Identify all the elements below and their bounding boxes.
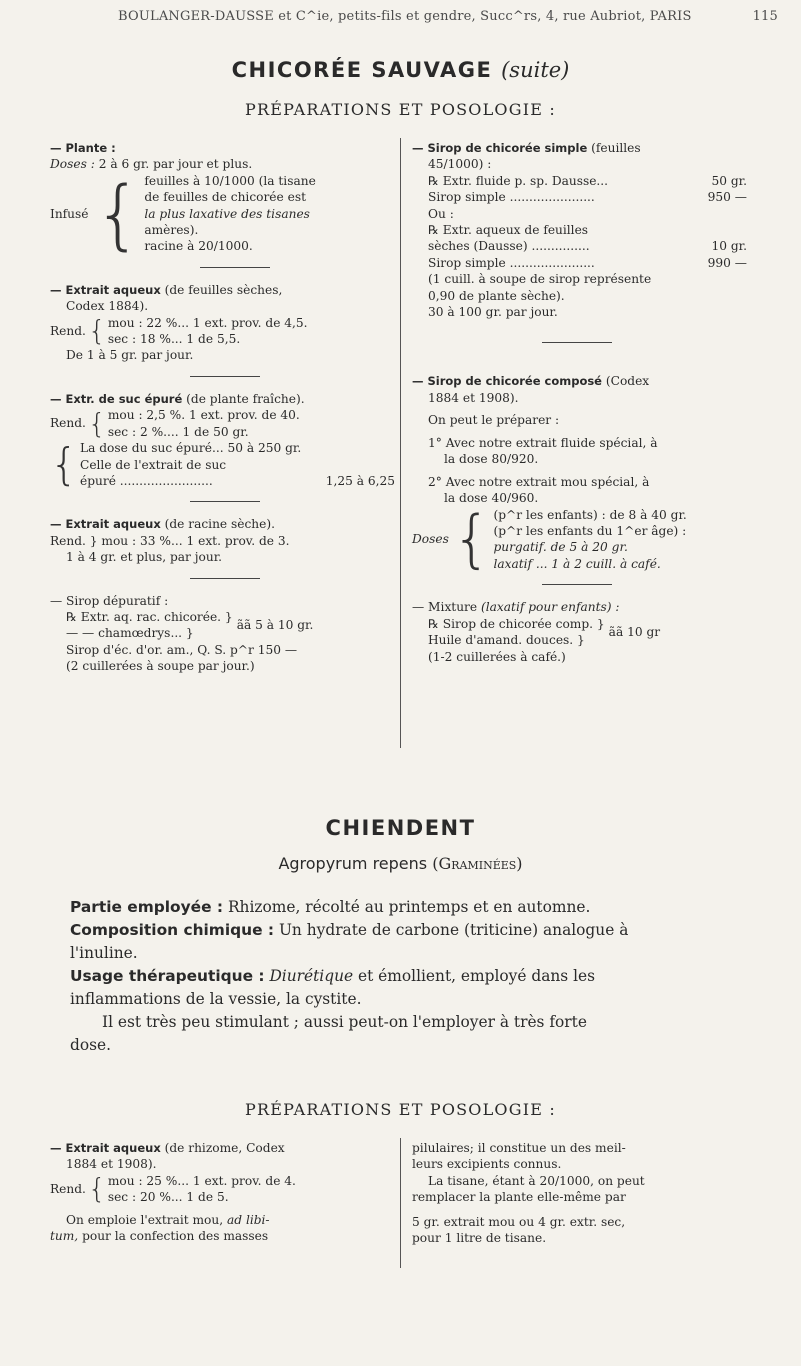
prep-heading-chicoree: PRÉPARATIONS ET POSOLOGIE : (244, 100, 557, 119)
extrait-line2: 1884 et 1908). (66, 1157, 157, 1172)
usage-text-4: dose. (70, 1036, 112, 1054)
composition-text: Un hydrate de carbone (triticine) analogue à (278, 921, 629, 939)
extrait-aqueux-label: — Extrait aqueux (50, 282, 161, 297)
text-line: remplacer la plante elle-même par (412, 1190, 626, 1205)
latin-name: Agropyrum repens (278, 854, 428, 873)
mix-line: ℞ Sirop de chicorée comp. } (428, 616, 605, 631)
chiendent-left-column (50, 1140, 395, 1244)
section-title-chicoree (0, 58, 801, 82)
compose-line: 2° Avec notre extrait mou spécial, à (428, 474, 650, 489)
rx-qty: 10 gr. (711, 239, 747, 254)
doses-block (412, 502, 747, 576)
column-divider (400, 138, 401, 748)
column-divider (400, 1138, 401, 1268)
sirop-compose-text: (Codex (605, 374, 650, 389)
brace-icon: { (88, 314, 106, 348)
usage-label: Usage thérapeutique : (70, 967, 265, 985)
sirop-dep-line: — — chamœdrys... } (66, 626, 194, 641)
extrait-aqueux-text: (de feuilles sèches, (164, 282, 283, 297)
extrait-text: (de rhizome, Codex (164, 1141, 285, 1155)
suc-dose-3a: épuré ........................ (80, 473, 213, 488)
usage-italic: Diurétique (269, 967, 354, 985)
sirop-dep-qty: ãã 5 à 10 gr. (236, 618, 314, 633)
composition-text-2: l'inuline. (70, 944, 138, 962)
rx-line: ℞ Extr. aqueux de feuilles (428, 223, 589, 238)
note-line: 0,90 de plante sèche). (428, 288, 565, 303)
rend-line: mou : 22 %... 1 ext. prov. de 4,5. (107, 315, 308, 330)
compose-line: 1° Avec notre extrait fluide spécial, à (428, 435, 658, 450)
mix-line: Huile d'amand. douces. } (428, 633, 585, 648)
rx-line: Sirop simple ...................... (428, 190, 595, 205)
extrait-aqueux-dose: De 1 à 5 gr. par jour. (66, 348, 194, 363)
suc-dose-block (50, 440, 395, 489)
compose-line: la dose 40/960. (444, 490, 539, 505)
suc-dose-2: Celle de l'extrait de suc (80, 457, 227, 472)
title-suite: (suite) (501, 58, 570, 82)
separator-line (542, 342, 612, 343)
sirop-depuratif-rx (50, 609, 395, 642)
text-line: 5 gr. extrait mou ou 4 gr. extr. sec, (412, 1214, 626, 1229)
infuse-block (50, 168, 395, 258)
section-title-chiendent: CHIENDENT (325, 816, 476, 840)
extrait-aqueux-line2: Codex 1884). (66, 299, 149, 314)
doses-line: (p^r les enfants) : de 8 à 40 gr. (493, 507, 687, 522)
composition-label: Composition chimique : (70, 921, 275, 939)
note-line: (1 cuill. à soupe de sirop représente (428, 272, 652, 287)
separator-line (200, 267, 270, 268)
prep-heading-chiendent: PRÉPARATIONS ET POSOLOGIE : (244, 1100, 557, 1119)
rend-line: mou : 25 %... 1 ext. prov. de 4. (107, 1173, 296, 1188)
infuse-line: la plus laxative des tisanes (144, 206, 310, 221)
rx-qty: 50 gr. (711, 173, 747, 188)
mixture-text: (laxatif pour enfants) : (480, 600, 620, 615)
sirop-dep-line: Sirop d'éc. d'or. am., Q. S. p^r 150 — (66, 642, 298, 657)
brace-icon: { (88, 406, 106, 440)
rend-line: sec : 2 %.... 1 de 50 gr. (107, 424, 249, 439)
infuse-line: de feuilles de chicorée est (144, 190, 306, 205)
sirop-compose-label: — Sirop de chicorée composé (412, 374, 602, 389)
doses-line: purgatif. de 5 à 20 gr. (493, 540, 628, 555)
rend-line: sec : 20 %... 1 de 5. (107, 1190, 229, 1205)
brace-icon: { (88, 1172, 106, 1206)
rend-line: mou : 2,5 %. 1 ext. prov. de 40. (107, 408, 300, 423)
ou-text: Ou : (428, 206, 454, 221)
doses-text: 2 à 6 gr. par jour et plus. (98, 157, 253, 172)
sirop-simple-label: — Sirop de chicorée simple (412, 141, 588, 155)
chicoree-right-column (412, 140, 747, 665)
text-line: leurs excipients connus. (412, 1157, 562, 1172)
mix-line: (1-2 cuillerées à café.) (428, 649, 566, 664)
extrait-label: — Extrait aqueux (50, 1141, 161, 1155)
chiendent-description (70, 896, 750, 1057)
partie-label: Partie employée : (70, 898, 224, 916)
chiendent-right-column (412, 1140, 747, 1246)
brace-icon: { (452, 502, 492, 576)
running-head (118, 9, 778, 24)
racine-rend: Rend. } mou : 33 %... 1 ext. prov. de 3. (50, 533, 290, 548)
suc-label: — Extr. de suc épuré (50, 391, 183, 406)
suc-text: (de plante fraîche). (186, 391, 305, 406)
title-text: CHICORÉE SAUVAGE (231, 58, 493, 82)
infuse-line: amères). (144, 223, 199, 238)
mixture-label: — Mixture (412, 600, 478, 615)
sirop-simple-line2: 45/1000) : (428, 157, 492, 172)
rx-line: ℞ Extr. fluide p. sp. Dausse... (428, 173, 609, 188)
rx-qty: 950 — (707, 190, 747, 205)
rend2-block (50, 407, 395, 440)
infuse-line: racine à 20/1000. (144, 239, 253, 254)
rend-label: Rend. (50, 323, 86, 338)
rx-qty: 990 — (707, 255, 747, 270)
rend-line: sec : 18 %... 1 de 5,5. (107, 332, 241, 347)
separator-line (190, 376, 260, 377)
usage-text-2: inflammations de la vessie, la cystite. (70, 990, 362, 1008)
separator-line (542, 584, 612, 585)
chiendent-subtitle (0, 854, 801, 873)
sirop-depuratif-label: — Sirop dépuratif : (50, 593, 169, 608)
text-italic: ad libi- (227, 1212, 270, 1227)
racine-dose: 1 à 4 gr. et plus, par jour. (66, 550, 223, 565)
rx-line: sèches (Dausse) ............... (428, 239, 590, 254)
racine-text: (de racine sèche). (164, 517, 275, 532)
page-number: 115 (752, 9, 778, 24)
usage-text-3: Il est très peu stimulant ; aussi peut-on l'employer à très forte (102, 1013, 587, 1031)
doses-line: laxatif ... 1 à 2 cuill. à café. (493, 556, 661, 571)
mix-qty: ãã 10 gr (608, 624, 661, 639)
chicoree-left-column (50, 140, 395, 675)
text-line: La tisane, étant à 20/1000, on peut (428, 1173, 645, 1188)
rend-block (50, 315, 395, 348)
rx-line: Sirop simple ...................... (428, 255, 595, 270)
infuse-label: Infusé (50, 206, 89, 221)
text-line: On emploie l'extrait mou, (66, 1212, 224, 1227)
rend-label: Rend. (50, 416, 86, 431)
compose-line: la dose 80/920. (444, 452, 539, 467)
suc-dose-1: La dose du suc épuré... 50 à 250 gr. (80, 441, 302, 456)
compose-line: 1884 et 1908). (428, 390, 519, 405)
doses-line: (p^r les enfants du 1^er âge) : (493, 523, 687, 538)
text-line: pilulaires; il constitue un des meil- (412, 1141, 626, 1155)
note-line: 30 à 100 gr. par jour. (428, 305, 558, 320)
suc-dose-3b: 1,25 à 6,25 (325, 473, 395, 488)
partie-text: Rhizome, récolté au printemps et en automne. (227, 898, 591, 916)
separator-line (190, 501, 260, 502)
sirop-simple-text: (feuilles (591, 141, 641, 155)
doses-label: Doses : (50, 157, 95, 172)
rend-label: Rend. (50, 1182, 86, 1197)
text-line: pour la confection des masses (82, 1229, 269, 1244)
separator-line (190, 578, 260, 579)
compose-line: On peut le préparer : (428, 413, 560, 428)
running-head-text: BOULANGER-DAUSSE et C^ie, petits-fils et gendre, Succ^rs, 4, rue Aubriot, PARIS (118, 9, 692, 24)
infuse-line: feuilles à 10/1000 (la tisane (144, 173, 316, 188)
plante-label: — Plante : (50, 141, 116, 155)
racine-label: — Extrait aqueux (50, 517, 161, 532)
sirop-dep-line: ℞ Extr. aq. rac. chicorée. } (66, 609, 233, 624)
text-italic: tum, (50, 1229, 79, 1244)
doses-label: Doses (412, 532, 449, 547)
text-line: pour 1 litre de tisane. (412, 1231, 547, 1246)
family-name: (Graminées) (432, 854, 523, 873)
mixture-rx (412, 616, 747, 649)
sirop-dep-line: (2 cuillerées à soupe par jour.) (66, 659, 255, 674)
brace-icon: { (94, 168, 143, 258)
brace-icon: { (50, 438, 78, 490)
usage-text: et émollient, employé dans les (358, 967, 596, 985)
rend-block (50, 1173, 395, 1206)
